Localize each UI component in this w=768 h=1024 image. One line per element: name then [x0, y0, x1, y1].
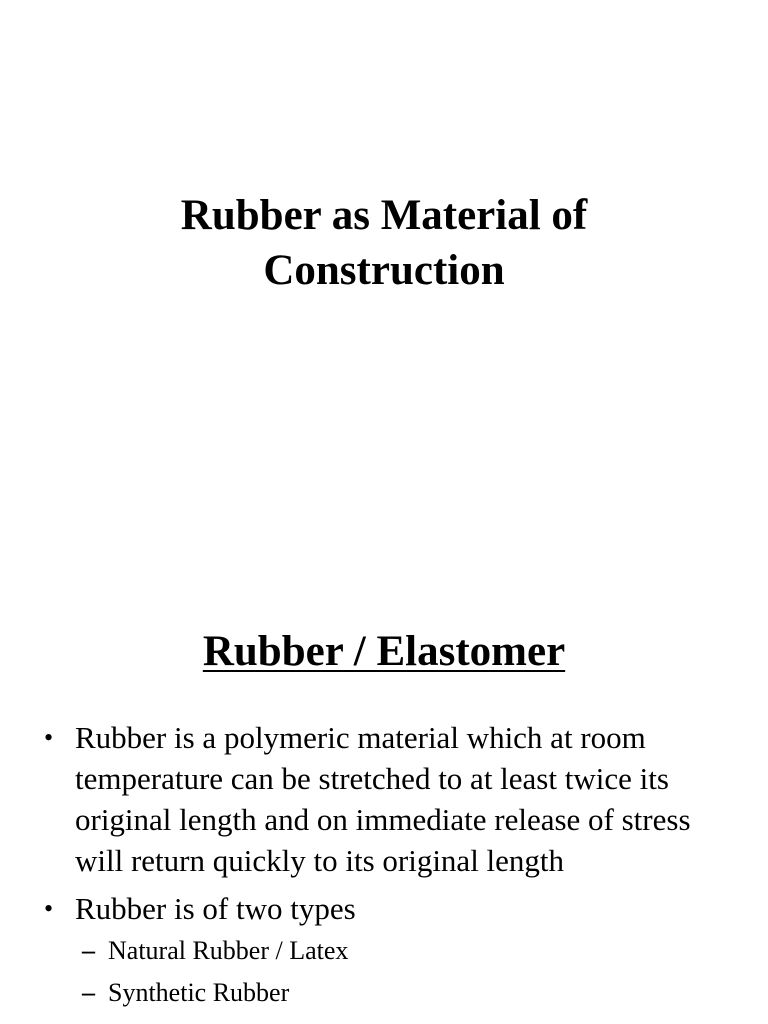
slide-title-line-1: Rubber as Material of — [180, 192, 588, 239]
slide-title — [0, 188, 768, 298]
bullet-item-definition — [44, 717, 744, 881]
bullet-text: Rubber is of two types — [75, 891, 356, 926]
bullet-icon: • — [44, 894, 54, 923]
dash-icon: – — [82, 978, 95, 1007]
sub-bullet-synthetic-rubber — [82, 976, 289, 1010]
dash-icon: – — [82, 936, 95, 965]
sub-bullet-natural-rubber — [82, 934, 348, 968]
section-heading: Rubber / Elastomer — [202, 628, 566, 675]
bullet-item-types — [44, 888, 744, 929]
slide-title-line-2: Construction — [263, 247, 505, 294]
bullet-icon: • — [44, 723, 54, 752]
sub-bullet-text: Natural Rubber / Latex — [108, 936, 349, 965]
sub-bullet-text: Synthetic Rubber — [108, 978, 290, 1007]
bullet-text: Rubber is a polymeric material which at room temperature can be stretched to at least twice its original length and on immediate release of stress will return quickly to its original length — [75, 720, 691, 878]
